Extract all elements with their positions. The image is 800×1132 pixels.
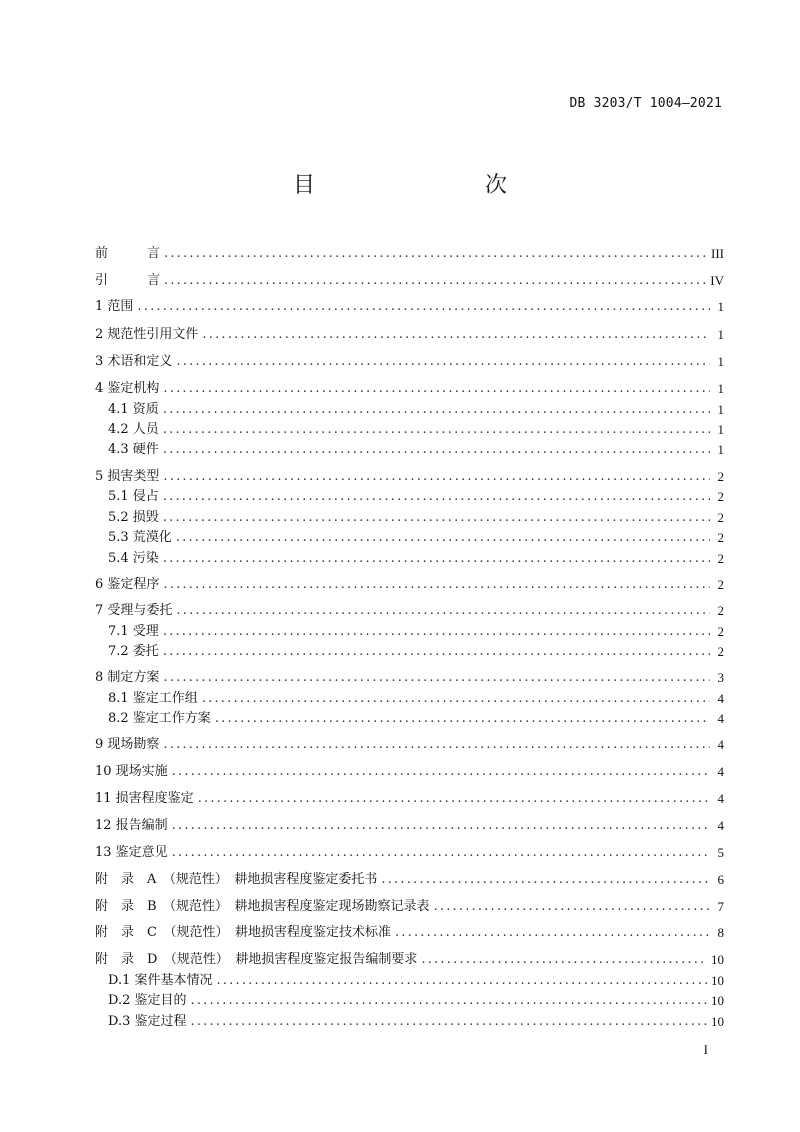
toc-entry-label: 8.2 鉴定工作方案: [108, 711, 211, 726]
toc-entry[interactable]: [108, 548, 724, 568]
toc-leader-dots: [163, 736, 710, 754]
toc-leader-dots: [198, 790, 710, 808]
toc-entry[interactable]: [95, 351, 724, 371]
toc-entry[interactable]: [95, 324, 724, 344]
toc-entry-label: 5.2 损毁: [108, 510, 159, 525]
toc-entry-label: 7.2 委托: [108, 644, 159, 659]
toc-entry-label: 4.2 人员: [108, 422, 159, 437]
toc-entry-page: 6: [717, 872, 724, 887]
toc-entry[interactable]: [95, 761, 724, 781]
toc-entry[interactable]: [108, 708, 724, 728]
toc-entry-page: 4: [717, 711, 724, 726]
toc-entry[interactable]: [95, 922, 724, 942]
toc-entry-label: D.3 鉴定过程: [108, 1014, 187, 1029]
toc-entry[interactable]: [95, 243, 724, 263]
toc-entry-page: 8: [717, 925, 724, 940]
toc-leader-dots: [164, 245, 707, 263]
toc-leader-dots: [434, 898, 710, 916]
page-title: 目 次: [292, 173, 549, 198]
toc-entry-label: 13 鉴定意见: [95, 845, 168, 860]
toc-entry-label: D.2 鉴定目的: [108, 993, 187, 1008]
toc-leader-dots: [163, 623, 710, 641]
toc-entry-label: 2 规范性引用文件: [95, 327, 199, 342]
toc-entry[interactable]: [108, 527, 724, 547]
toc-entry[interactable]: [95, 270, 724, 290]
toc-leader-dots: [381, 871, 710, 889]
toc-entry-page: 7: [717, 899, 724, 914]
toc-entry[interactable]: [108, 419, 724, 439]
toc-entry-page: 2: [717, 644, 724, 659]
toc-entry-label: 10 现场实施: [95, 764, 168, 779]
toc-entry-label: 11 损害程度鉴定: [95, 791, 194, 806]
toc-entry-label: 引 言: [95, 273, 161, 288]
toc-entry-page: 1: [717, 299, 724, 314]
toc-entry[interactable]: [95, 667, 724, 687]
toc-entry[interactable]: [108, 439, 724, 459]
toc-entry-label: 5.4 污染: [108, 551, 159, 566]
toc-entry-page: 10: [711, 973, 724, 988]
toc-entry-label: 7 受理与委托: [95, 603, 173, 618]
toc-leader-dots: [163, 488, 710, 506]
toc-entry-label: 8.1 鉴定工作组: [108, 691, 198, 706]
toc-entry[interactable]: [95, 378, 724, 398]
toc-entry-page: 10: [711, 993, 724, 1008]
toc-leader-dots: [163, 550, 710, 568]
toc-entry[interactable]: [95, 466, 724, 486]
toc-entry-page: 3: [717, 670, 724, 685]
toc-leader-dots: [191, 992, 708, 1010]
toc-entry[interactable]: [108, 486, 724, 506]
toc-entry-label: 3 术语和定义: [95, 354, 173, 369]
toc-entry[interactable]: [108, 970, 724, 990]
toc-entry[interactable]: [108, 507, 724, 527]
toc-entry-label: 前 言: [95, 246, 161, 261]
toc-entry-page: 2: [717, 469, 724, 484]
toc-leader-dots: [163, 421, 710, 439]
toc-leader-dots: [163, 468, 710, 486]
toc-leader-dots: [163, 441, 710, 459]
toc-entry-page: 1: [717, 442, 724, 457]
toc-leader-dots: [163, 401, 710, 419]
toc-entry-label: 1 范围: [95, 299, 134, 314]
toc-leader-dots: [176, 602, 710, 620]
toc-entry-page: 2: [717, 577, 724, 592]
toc-entry-page: 4: [717, 737, 724, 752]
toc-leader-dots: [163, 669, 710, 687]
toc-entry-page: 1: [717, 381, 724, 396]
toc-entry-page: 4: [717, 818, 724, 833]
toc-leader-dots: [163, 380, 710, 398]
toc-entry[interactable]: [95, 600, 724, 620]
toc-entry-label: D.1 案件基本情况: [108, 973, 213, 988]
toc-entry-label: 8 制定方案: [95, 670, 160, 685]
standard-code: DB 3203/T 1004—2021: [569, 96, 722, 111]
toc-leader-dots: [395, 924, 710, 942]
toc-entry[interactable]: [95, 869, 724, 889]
toc-entry-page: IV: [710, 273, 724, 288]
toc-entry-page: 2: [717, 530, 724, 545]
toc-leader-dots: [202, 690, 710, 708]
toc-entry-page: 10: [711, 952, 724, 967]
page-number: I: [703, 1042, 708, 1057]
toc-leader-dots: [191, 1013, 708, 1031]
toc-entry-page: 4: [717, 691, 724, 706]
toc-entry-page: 4: [717, 791, 724, 806]
toc-leader-dots: [163, 576, 710, 594]
toc-entry-label: 附 录 B （规范性） 耕地损害程度鉴定现场勘察记录表: [95, 899, 430, 914]
toc-entry-page: 2: [717, 603, 724, 618]
toc-leader-dots: [176, 529, 710, 547]
toc-leader-dots: [172, 817, 710, 835]
toc-entry[interactable]: [95, 815, 724, 835]
toc-leader-dots: [172, 844, 710, 862]
toc-entry-page: 1: [717, 354, 724, 369]
toc-entry-label: 7.1 受理: [108, 624, 159, 639]
toc-entry-label: 5.3 荒漠化: [108, 530, 172, 545]
toc-entry-page: 1: [717, 327, 724, 342]
toc-entry[interactable]: [108, 621, 724, 641]
toc-entry-label: 4.1 资质: [108, 402, 159, 417]
toc-leader-dots: [421, 951, 707, 969]
toc-entry[interactable]: [108, 1011, 724, 1031]
toc-entry-page: III: [711, 246, 724, 261]
toc-leader-dots: [215, 710, 710, 728]
toc-entry-label: 12 报告编制: [95, 818, 168, 833]
toc-entry[interactable]: [95, 949, 724, 969]
toc-leader-dots: [172, 763, 710, 781]
toc-entry[interactable]: [95, 574, 724, 594]
toc-entry-label: 5 损害类型: [95, 469, 160, 484]
toc-leader-dots: [217, 972, 708, 990]
toc-entry-page: 5: [717, 845, 724, 860]
toc-entry[interactable]: [108, 688, 724, 708]
toc-leader-dots: [163, 643, 710, 661]
toc-entry-label: 4 鉴定机构: [95, 381, 160, 396]
toc-entry-label: 4.3 硬件: [108, 442, 159, 457]
toc-entry[interactable]: [95, 896, 724, 916]
toc-entry-page: 2: [717, 510, 724, 525]
toc-leader-dots: [176, 353, 710, 371]
toc-entry[interactable]: [108, 399, 724, 419]
toc-entry-label: 5.1 侵占: [108, 489, 159, 504]
toc-entry-page: 2: [717, 489, 724, 504]
toc-leader-dots: [202, 326, 710, 344]
toc-entry[interactable]: [108, 990, 724, 1010]
toc-entry-page: 2: [717, 551, 724, 566]
toc-entry-page: 1: [717, 402, 724, 417]
toc-entry[interactable]: [108, 641, 724, 661]
toc-entry-page: 1: [717, 422, 724, 437]
toc-entry[interactable]: [95, 842, 724, 862]
toc-entry-label: 9 现场勘察: [95, 737, 160, 752]
toc-entry-page: 2: [717, 624, 724, 639]
toc-entry-label: 附 录 C （规范性） 耕地损害程度鉴定技术标准: [95, 925, 391, 940]
toc-entry-label: 6 鉴定程序: [95, 577, 160, 592]
toc-entry[interactable]: [95, 296, 724, 316]
toc-entry-page: 4: [717, 764, 724, 779]
toc-entry-label: 附 录 D （规范性） 耕地损害程度鉴定报告编制要求: [95, 952, 418, 967]
toc-entry[interactable]: [95, 788, 724, 808]
toc-entry[interactable]: [95, 734, 724, 754]
toc-leader-dots: [163, 509, 710, 527]
toc-entry-page: 10: [711, 1014, 724, 1029]
toc-entry-label: 附 录 A （规范性） 耕地损害程度鉴定委托书: [95, 872, 378, 887]
toc-leader-dots: [137, 298, 710, 316]
toc-leader-dots: [164, 272, 706, 290]
